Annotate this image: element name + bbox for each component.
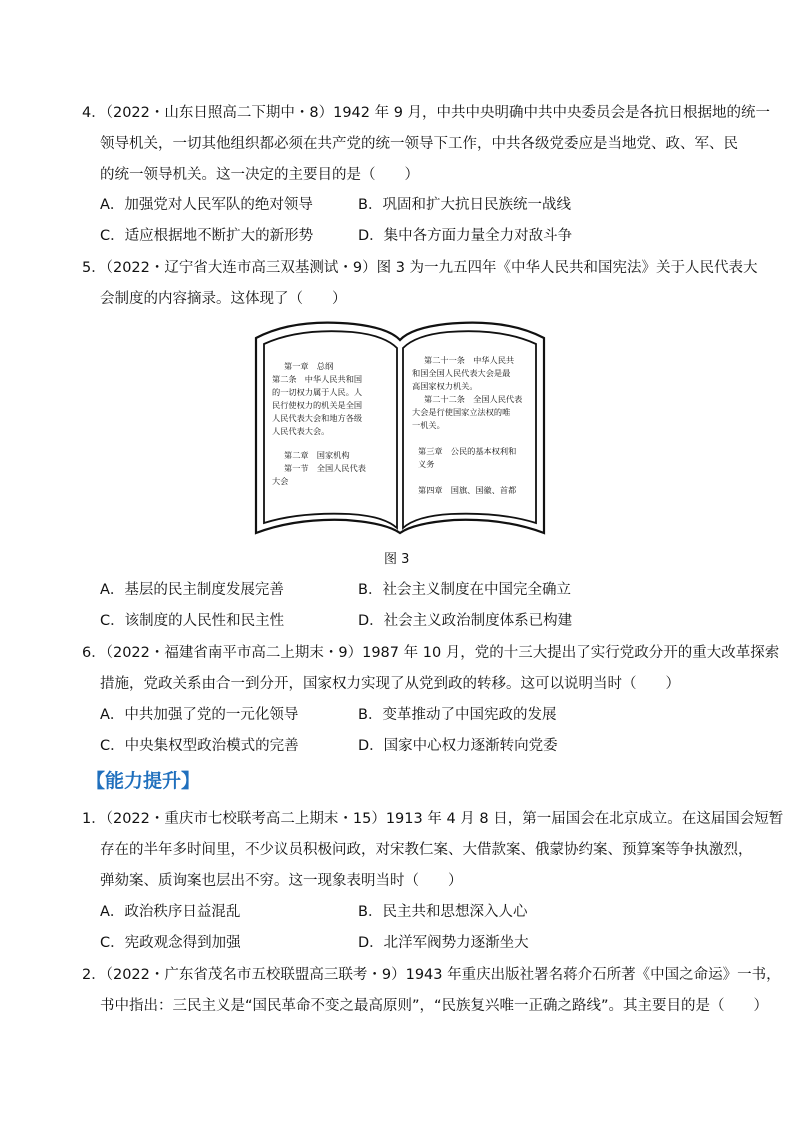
option-c: C．该制度的人民性和民主性: [100, 613, 285, 629]
book-left-line: 民行使权力的机关是全国: [272, 400, 363, 410]
book-left-line: 人民代表大会和地方各级: [272, 413, 363, 423]
question-4: [82, 98, 771, 191]
option-a: A．加强党对人民军队的绝对领导: [100, 197, 313, 213]
question-line: 弹劾案、质询案也层出不穷。这一现象表明当时（ ）: [100, 873, 463, 889]
option-b: B．巩固和扩大抗日民族统一战线: [358, 197, 571, 213]
question-line: 会制度的内容摘录。这体现了（ ）: [100, 291, 347, 307]
book-right-line: 一机关。: [412, 420, 445, 430]
question-line: 领导机关，一切其他组织都必须在共产党的统一领导下工作，中共各级党委应是当地党、政、军、民: [100, 136, 738, 152]
option-c: C．中央集权型政治模式的完善: [100, 738, 299, 754]
book-left-line: 第一章 总纲: [284, 361, 334, 371]
question-5: [82, 253, 758, 315]
option-d: D．国家中心权力逐渐转向党委: [358, 738, 558, 754]
book-right-line: 第四章 国旗、国徽、首都: [418, 485, 517, 495]
book-right-line: 第二十二条 全国人民代表: [424, 394, 523, 404]
option-a: A．政治秩序日益混乱: [100, 904, 241, 920]
book-right-line: 义务: [418, 459, 435, 469]
option-b: B．变革推动了中国宪政的发展: [358, 707, 557, 723]
option-a: A．中共加强了党的一元化领导: [100, 707, 299, 723]
question-line: 2．（2022・广东省茂名市五校联盟高三联考・9）1943 年重庆出版社署名蒋介石所著《中国之命运》一书，: [82, 967, 781, 983]
figure-caption: 图 3: [384, 552, 410, 567]
question-line: 6．（2022・福建省南平市高二上期末・9）1987 年 10 月，党的十三大提出了实行党政分开的重大改革探索: [82, 645, 780, 661]
book-left-line: 人民代表大会。: [272, 426, 330, 436]
option-d: D．集中各方面力量全力对敌斗争: [358, 228, 573, 244]
question-line: 4．（2022・山东日照高二下期中・8）1942 年 9 月，中共中央明确中共中央委员会是各抗日根据地的统一: [82, 105, 771, 121]
question-line: 存在的半年多时间里，不少议员积极问政，对宋教仁案、大借款案、俄蒙协约案、预算案等争执激烈，: [100, 842, 753, 858]
question-line: 5．（2022・辽宁省大连市高三双基测试・9）图 3 为一九五四年《中华人民共和国宪法》关于人民代表大: [82, 260, 758, 276]
question-line: 措施，党政关系由合一到分开，国家权力实现了从党到政的转移。这可以说明当时（ ）: [100, 676, 680, 692]
question-6-options: [100, 700, 720, 762]
book-left-line: 大会: [272, 476, 289, 486]
book-left-line: 第二章 国家机构: [284, 450, 350, 460]
question-line: 书中指出：三民主义是“国民革命不变之最高原则”，“民族复兴唯一正确之路线”。其主要目的是（ ）: [100, 998, 769, 1014]
question-line: 的统一领导机关。这一决定的主要目的是（ ）: [100, 167, 419, 183]
book-right-line: 高国家权力机关。: [412, 381, 478, 391]
book-right-line: 第三章 公民的基本权利和: [418, 446, 517, 456]
question-4-options: [100, 190, 720, 252]
book-left-line: 的一切权力属于人民。人: [272, 387, 363, 397]
book-left-line: 第一节 全国人民代表: [284, 463, 366, 473]
question-1: [82, 804, 784, 897]
question-5-options: [100, 575, 720, 637]
section-title: 【能力提升】: [86, 770, 201, 792]
book-left-line: 第二条 中华人民共和国: [272, 374, 363, 384]
question-1-options: [100, 897, 720, 959]
option-c: C．宪政观念得到加强: [100, 935, 241, 951]
question-2: [82, 960, 781, 1022]
book-right-line: 大会是行使国家立法权的唯: [412, 407, 511, 417]
question-6: [82, 638, 780, 700]
constitution-book-figure: [254, 318, 546, 540]
option-b: B．民主共和思想深入人心: [358, 904, 528, 920]
question-line: 1．（2022・重庆市七校联考高二上期末・15）1913 年 4 月 8 日，第一届国会在北京成立。在这届国会短暂: [82, 811, 784, 827]
option-d: D．北洋军阀势力逐渐坐大: [358, 935, 529, 951]
option-a: A．基层的民主制度发展完善: [100, 582, 284, 598]
option-b: B．社会主义制度在中国完全确立: [358, 582, 571, 598]
book-right-line: 和国全国人民代表大会是最: [412, 368, 511, 378]
option-c: C．适应根据地不断扩大的新形势: [100, 228, 314, 244]
option-d: D．社会主义政治制度体系已构建: [358, 613, 573, 629]
book-right-line: 第二十一条 中华人民共: [424, 355, 515, 365]
